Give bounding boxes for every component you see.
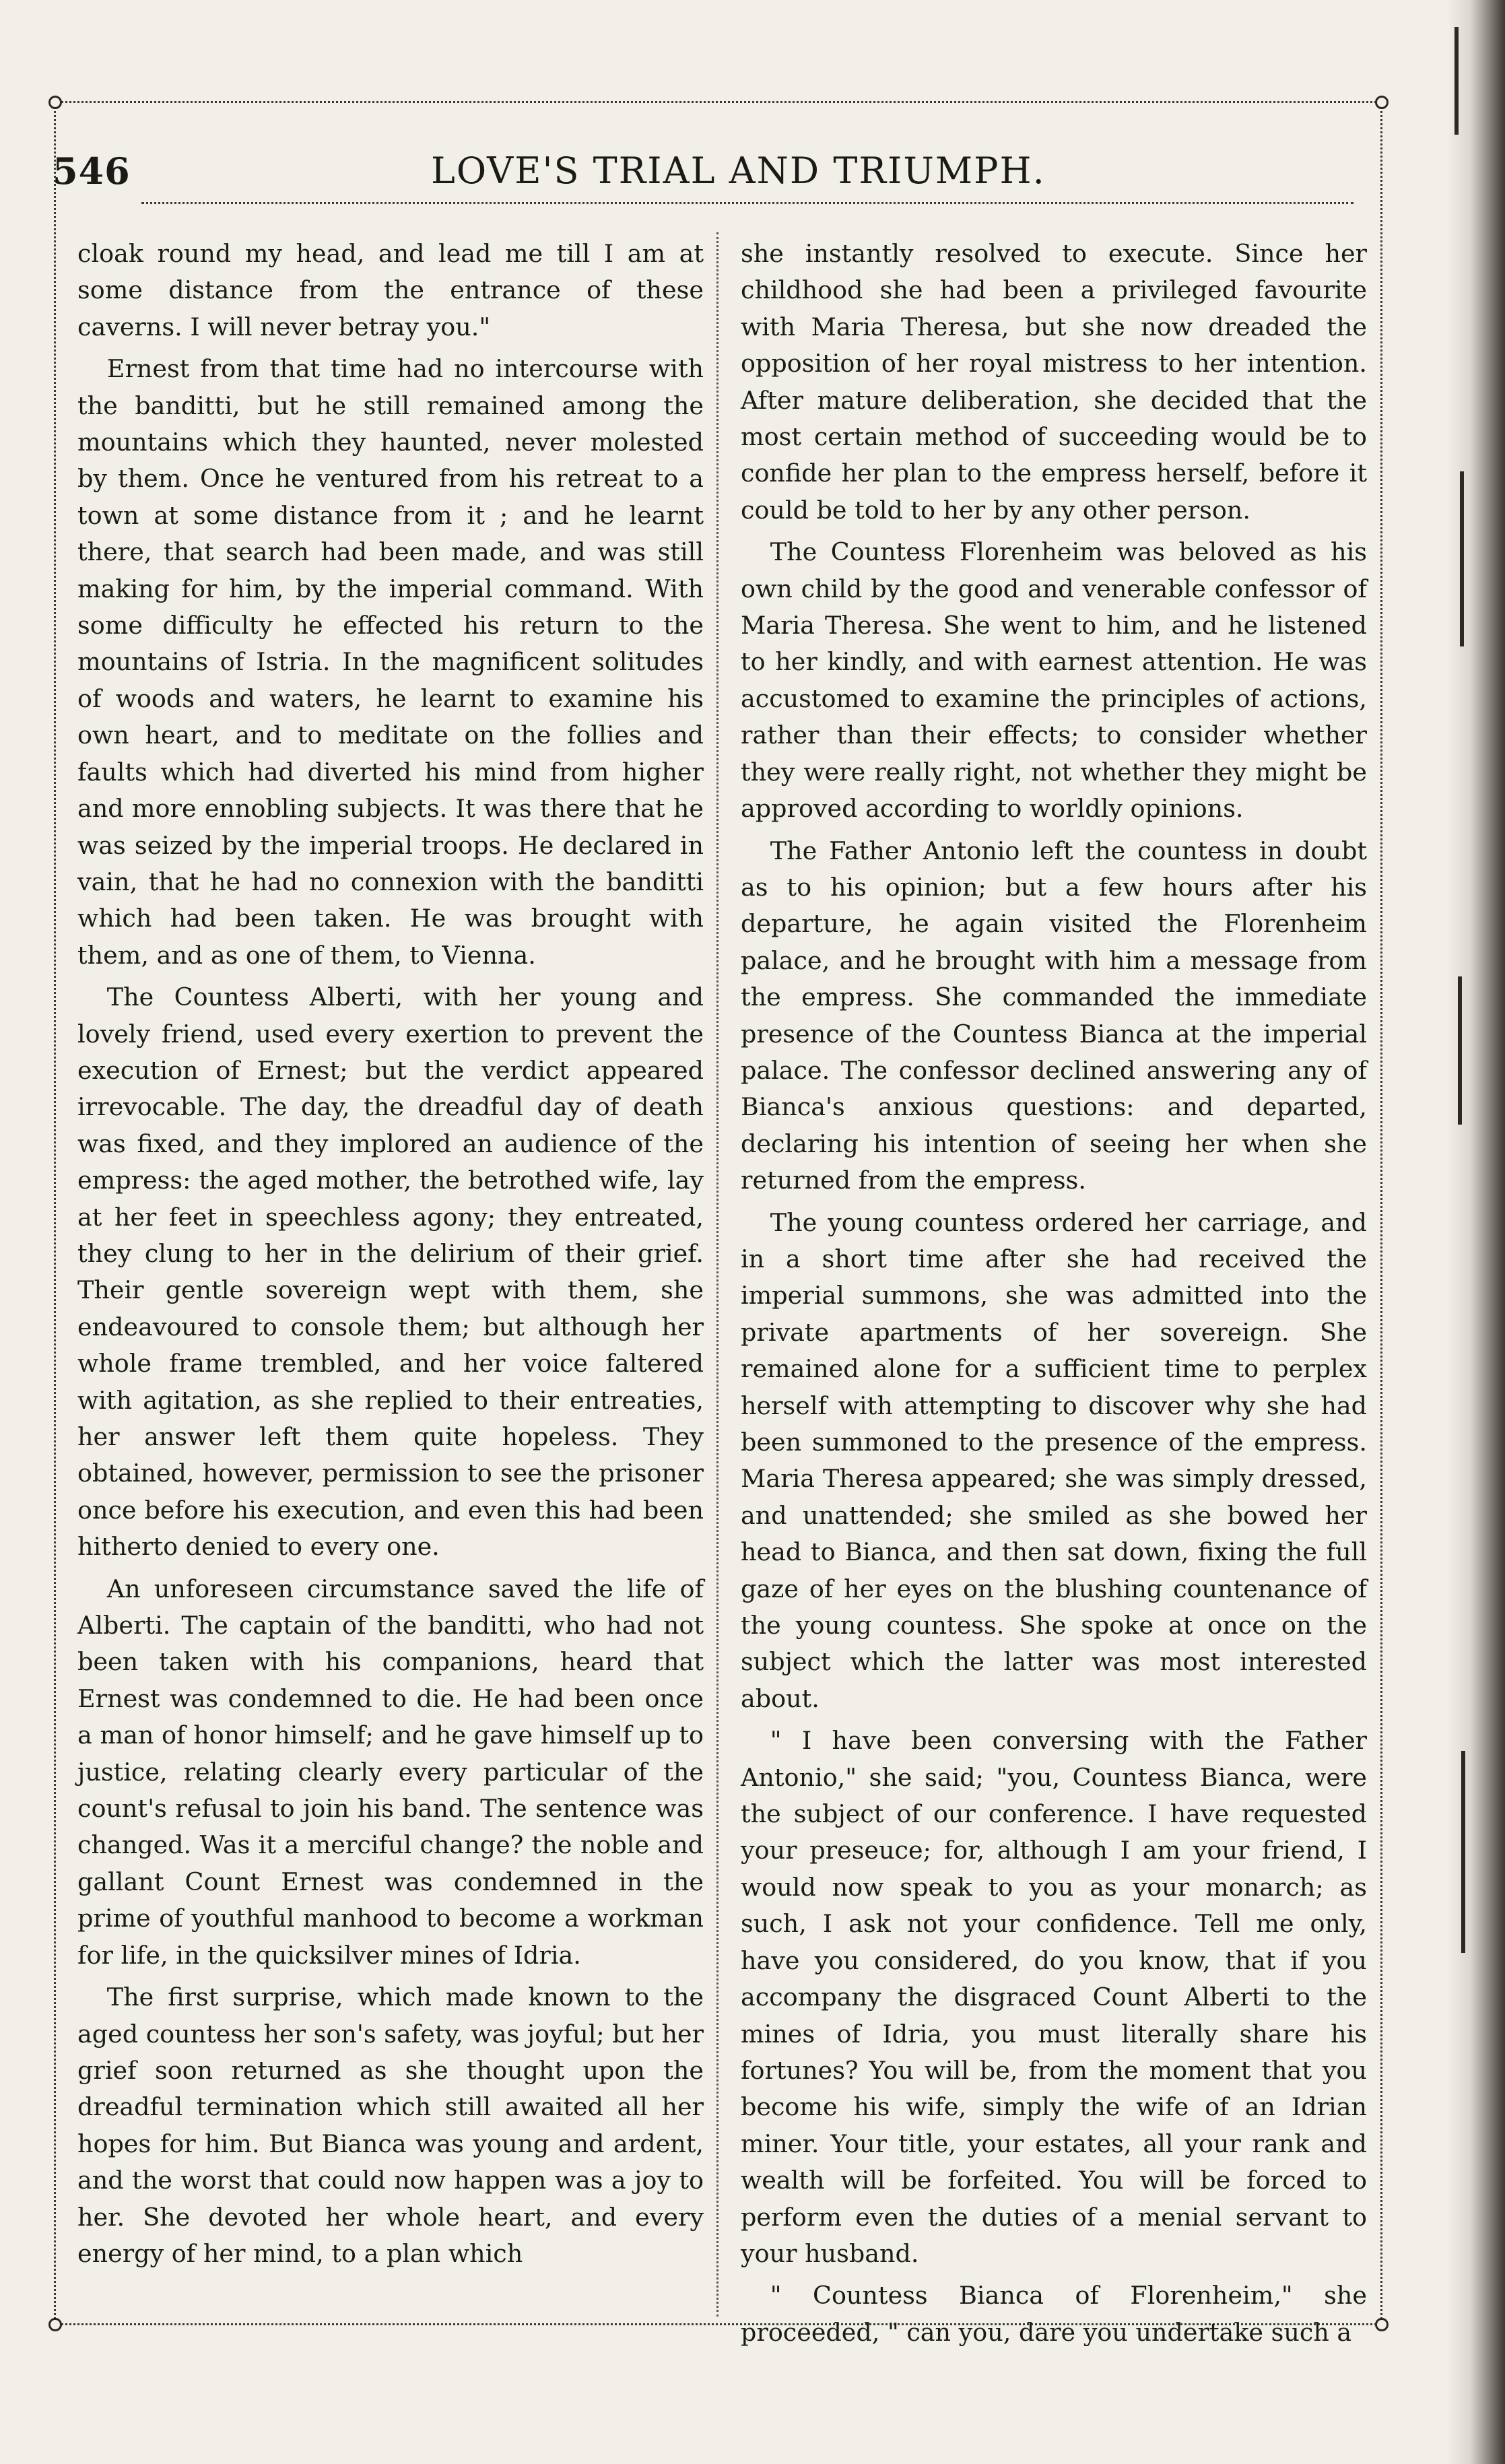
page-edge-shadow [1448,0,1505,2464]
paragraph: The first surprise, which made known to the aged countess her son's safety, was joyful; but her grief soon returned as she thought upon the dreadful termination which still awaited all her hopes for him. But Bianca was young and ardent, and the worst that could now happen was a joy to her. She devoted her whole heart, and every energy of her mind, to a plan which [77,1983,704,2268]
column-divider [716,232,718,2317]
top-border-rule [54,101,1384,116]
edge-mark [1454,27,1459,135]
paragraph: An unforeseen circumstance saved the life of Alberti. The captain of the banditti, who had not been taken with his companions, heard that Ernest was condemned to die. He had been once a man of honor himself; and he gave himself up to justice, relating clearly every particular of the count's refusal to join his band. The sentence was changed. Was it a merciful change? the noble and gallant Count Ernest was condemned in the prime of youthful manhood to become a workman for life, in the quicksilver mines of Idria. [77,1574,704,1970]
corner-ornament-bottom-left [48,2318,62,2331]
paragraph: " Countess Bianca of Florenheim," she proceeded, " can you, dare you undertake such a [741,2281,1367,2347]
corner-ornament-top-right [1375,96,1389,109]
paragraph: Ernest from that time had no intercourse with the banditti, but he still remained among the mountains which they haunted, never molested by them. Once he ventured from his retreat to a town at some distance from it ; and he learnt there, that search had been made, and was still making for him, by the imperial command. With some difficulty he effected his return to the mountains of Istria. In the magnificent solitudes of woods and waters, he learnt to examine his own heart, and to meditate on the follies and faults which had diverted his mind from higher and more ennobling subjects. It was there that he was seized by the imperial troops. He declared in vain, that he had no connexion with the banditti which had been taken. He was brought with them, and as one of them, to Vienna. [77,354,704,970]
edge-mark [1461,1751,1465,1953]
paragraph: The Countess Alberti, with her young and lovely friend, used every exertion to prevent the execution of Ernest; but the verdict appeared irrevocable. The day, the dreadful day of death was fixed, and they implored an audience of the empress: the aged mother, the betrothed wife, lay at her feet in speechless agony; they entreated, they clung to her in the delirium of their grief. Their gentle sovereign wept with them, she endeavoured to console them; but although her whole frame trembled, and her voice faltered with agitation, as she replied to their entreaties, her answer left them quite hopeless. They obtained, however, permission to see the prisoner once before his execution, and even this had been hitherto denied to every one. [77,983,704,1562]
paragraph: The young countess ordered her carriage, and in a short time after she had received the imperial summons, she was admitted into the private apartments of her sovereign. She remained alone for a sufficient time to perplex herself with attempting to discover why she had been summoned to the presence of the empress. Maria Theresa appeared; she was simply dressed, and unattended; she smiled as she bowed her head to Bianca, and then sat down, fixing the full gaze of her eyes on the blushing countenance of the young countess. She spoke at once on the subject which the latter was most interested about. [741,1207,1367,1713]
header-rule [141,202,1353,204]
paragraph: cloak round my head, and lead me till I am at some distance from the entrance of these caverns. I will never betray you." [77,239,704,341]
right-column [741,236,1367,2347]
left-column [77,236,704,2310]
paragraph: she instantly resolved to execute. Since her childhood she had been a privileged favourite with Maria Theresa, but she now dreaded the opposition of her royal mistress to her intention. After mature deliberation, she decided that the most certain method of succeeding would be to confide her plan to the empress herself, before it could be told to her by any other person. [741,239,1367,525]
corner-ornament-bottom-right [1375,2318,1389,2331]
edge-mark [1460,471,1464,646]
edge-mark [1458,976,1462,1125]
corner-ornament-top-left [48,96,62,109]
left-border-rule [54,111,59,2323]
paragraph: The Father Antonio left the countess in doubt as to his opinion; but a few hours after his departure, he again visited the Florenheim palace, and he brought with him a message from the empress. She commanded the immediate presence of the Countess Bianca at the imperial palace. The confessor declined answering any of Bianca's anxious questions: and departed, declaring his intention of seeing her when she returned from the empress. [741,836,1367,1195]
page-number: 546 [53,149,131,193]
right-border-rule [1380,111,1385,2323]
running-title: LOVE'S TRIAL AND TRIUMPH. [431,149,1046,192]
paragraph: The Countess Florenheim was beloved as his own child by the good and venerable confessor of Maria Theresa. She went to him, and he listened to her kindly, and with earnest attention. He was accustomed to examine the principles of actions, rather than their effects; to consider whether they were really right, not whether they might be approved according to worldly opinions. [741,537,1367,824]
paragraph: " I have been conversing with the Father Antonio," she said; "you, Countess Bianca, were the subject of our conference. I have requested your preseuce; for, although I am your friend, I would now speak to you as your monarch; as such, I ask not your confidence. Tell me only, have you considered, do you know, that if you accompany the disgraced Count Alberti to the mines of Idria, you must literally share his fortunes? You will be, from the moment that you become his wife, simply the wife of an Idrian miner. Your title, your estates, all your rank and wealth will be forfeited. You will be forced to perform even the duties of a menial servant to your husband. [741,1726,1367,2268]
